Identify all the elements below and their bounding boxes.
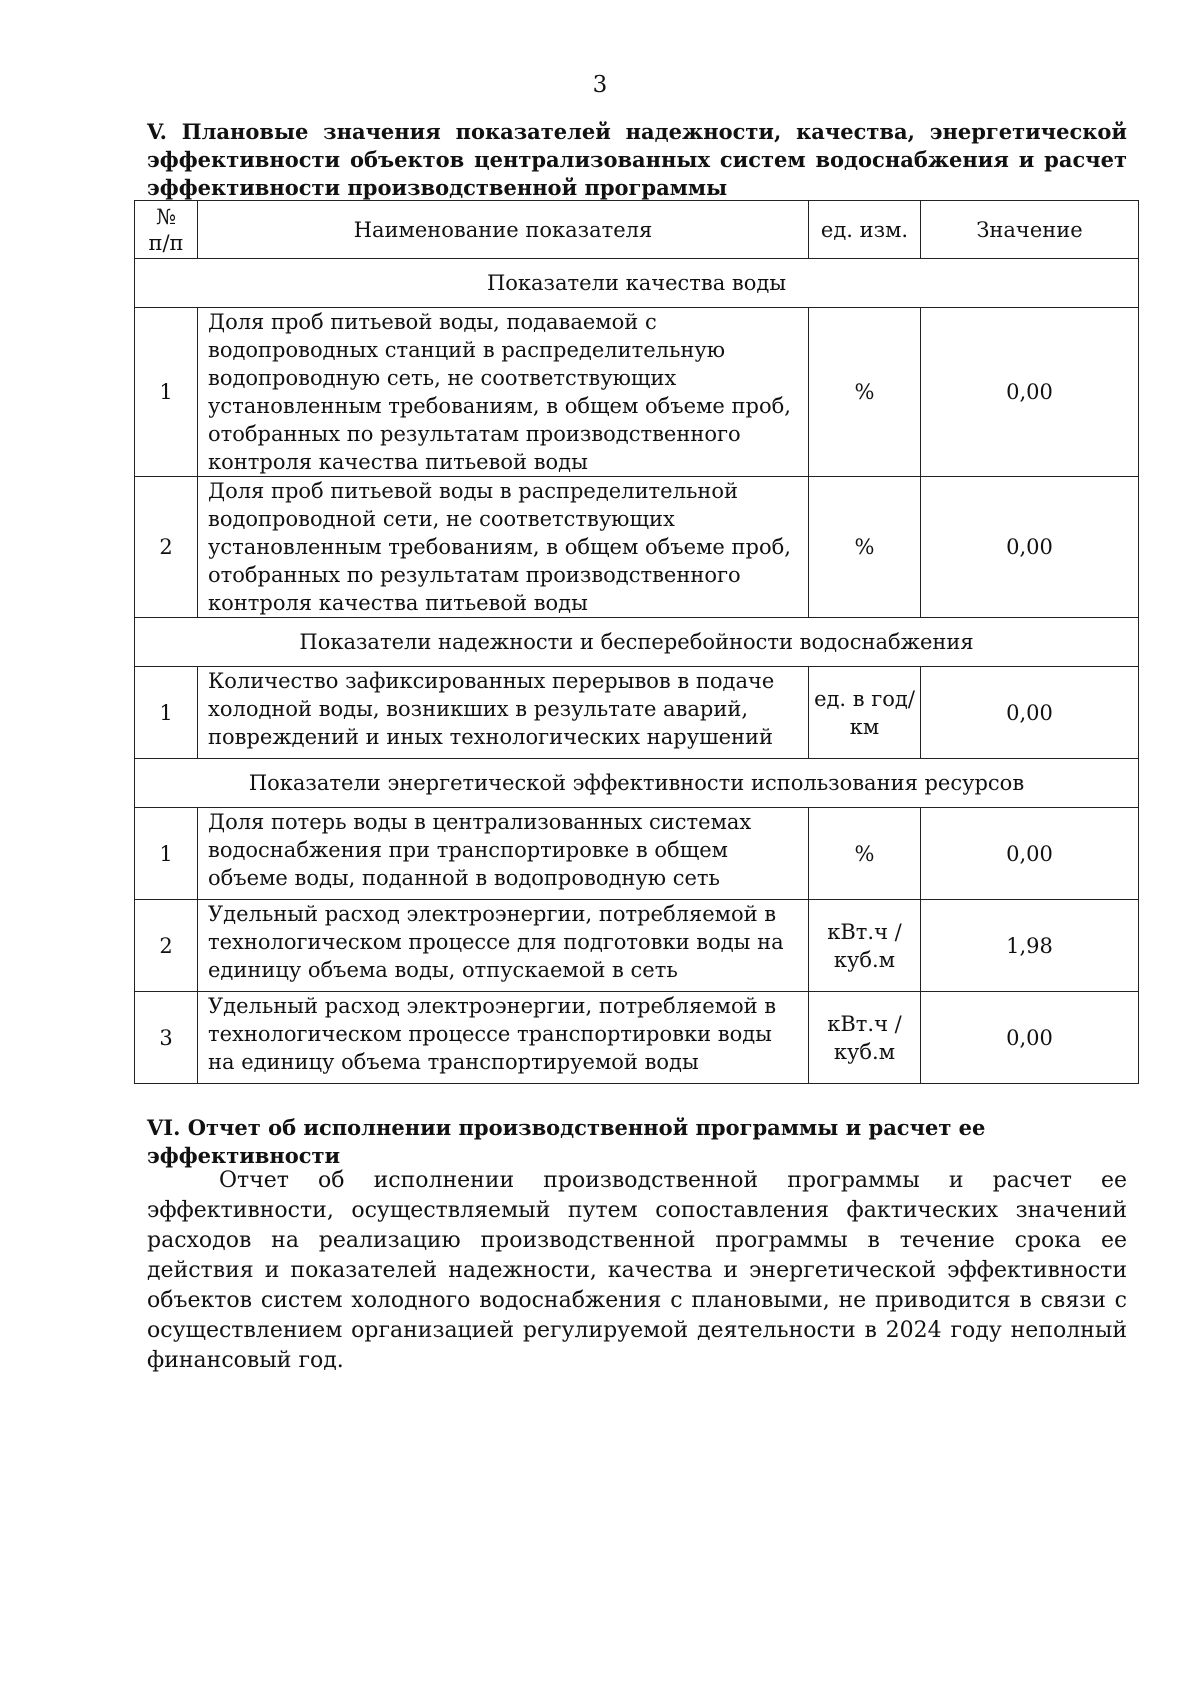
header-number-abbr: п/п xyxy=(148,230,184,255)
header-number xyxy=(135,201,198,259)
row-number: 2 xyxy=(135,900,198,992)
row-indicator-name: Удельный расход электроэнергии, потребляемой в технологическом процессе для подготовки воды на единицу объема воды, отпускаемой в сеть xyxy=(198,900,809,992)
row-value: 0,00 xyxy=(921,667,1139,759)
indicators-table xyxy=(134,200,1139,1084)
table-header-row xyxy=(135,201,1139,259)
group-row-water-quality xyxy=(135,259,1139,308)
row-indicator-name: Удельный расход электроэнергии, потребляемой в технологическом процессе транспортировки воды на единицу объема транспортируемой воды xyxy=(198,992,809,1084)
table-row xyxy=(135,667,1139,759)
row-value: 0,00 xyxy=(921,992,1139,1084)
group-row-reliability xyxy=(135,618,1139,667)
section-v-title: V. Плановые значения показателей надежности, качества, энергетической эффективности объектов централизованных систем водоснабжения и расчет эффективности производственной программы xyxy=(147,119,1127,200)
group-title-energy-efficiency: Показатели энергетической эффективности использования ресурсов xyxy=(135,759,1139,808)
row-number: 1 xyxy=(135,808,198,900)
row-number: 1 xyxy=(135,667,198,759)
header-indicator-name: Наименование показателя xyxy=(198,201,809,259)
section-vi-title: VI. Отчет об исполнении производственной программы и расчет ее эффективности xyxy=(147,1115,986,1168)
group-title-reliability: Показатели надежности и бесперебойности водоснабжения xyxy=(135,618,1139,667)
table-row xyxy=(135,808,1139,900)
row-indicator-name: Доля потерь воды в централизованных системах водоснабжения при транспортировке в общем объеме воды, поданной в водопроводную сеть xyxy=(198,808,809,900)
group-row-energy-efficiency xyxy=(135,759,1139,808)
row-unit: кВт.ч / куб.м xyxy=(809,900,921,992)
table-row xyxy=(135,477,1139,618)
row-value: 0,00 xyxy=(921,308,1139,477)
section-vi-paragraph: Отчет об исполнении производственной программы и расчет ее эффективности, осуществляемый путем сопоставления фактических значений расходов на реализацию производственной программы в течение срока ее действия и показателей надежности, качества и энергетической эффективности объектов систем холодного водоснабжения с плановыми, не приводится в связи с осуществлением организацией регулируемой деятельности в 2024 году неполный финансовый год. xyxy=(147,1168,1127,1373)
row-indicator-name: Доля проб питьевой воды, подаваемой с водопроводных станций в распределительную водопроводную сеть, не соответствующих установленным требованиям, в общем объеме проб, отобранных по результатам производственного контроля качества питьевой воды xyxy=(198,308,809,477)
row-unit: кВт.ч / куб.м xyxy=(809,992,921,1084)
row-indicator-name: Доля проб питьевой воды в распределительной водопроводной сети, не соответствующих установленным требованиям, в общем объеме проб, отобранных по результатам производственного контроля качества питьевой воды xyxy=(198,477,809,618)
row-unit: % xyxy=(809,477,921,618)
table-row xyxy=(135,308,1139,477)
row-value: 0,00 xyxy=(921,477,1139,618)
row-number: 3 xyxy=(135,992,198,1084)
row-value: 1,98 xyxy=(921,900,1139,992)
header-number-symbol: № xyxy=(156,204,176,229)
page-number: 3 xyxy=(592,72,608,98)
row-unit: ед. в год/ км xyxy=(809,667,921,759)
group-title-water-quality: Показатели качества воды xyxy=(135,259,1139,308)
row-indicator-name: Количество зафиксированных перерывов в подаче холодной воды, возникших в результате аварий, повреждений и иных технологических нарушений xyxy=(198,667,809,759)
table-row xyxy=(135,900,1139,992)
row-value: 0,00 xyxy=(921,808,1139,900)
header-unit: ед. изм. xyxy=(809,201,921,259)
row-number: 1 xyxy=(135,308,198,477)
header-value: Значение xyxy=(921,201,1139,259)
row-unit: % xyxy=(809,308,921,477)
row-unit: % xyxy=(809,808,921,900)
table-row xyxy=(135,992,1139,1084)
row-number: 2 xyxy=(135,477,198,618)
